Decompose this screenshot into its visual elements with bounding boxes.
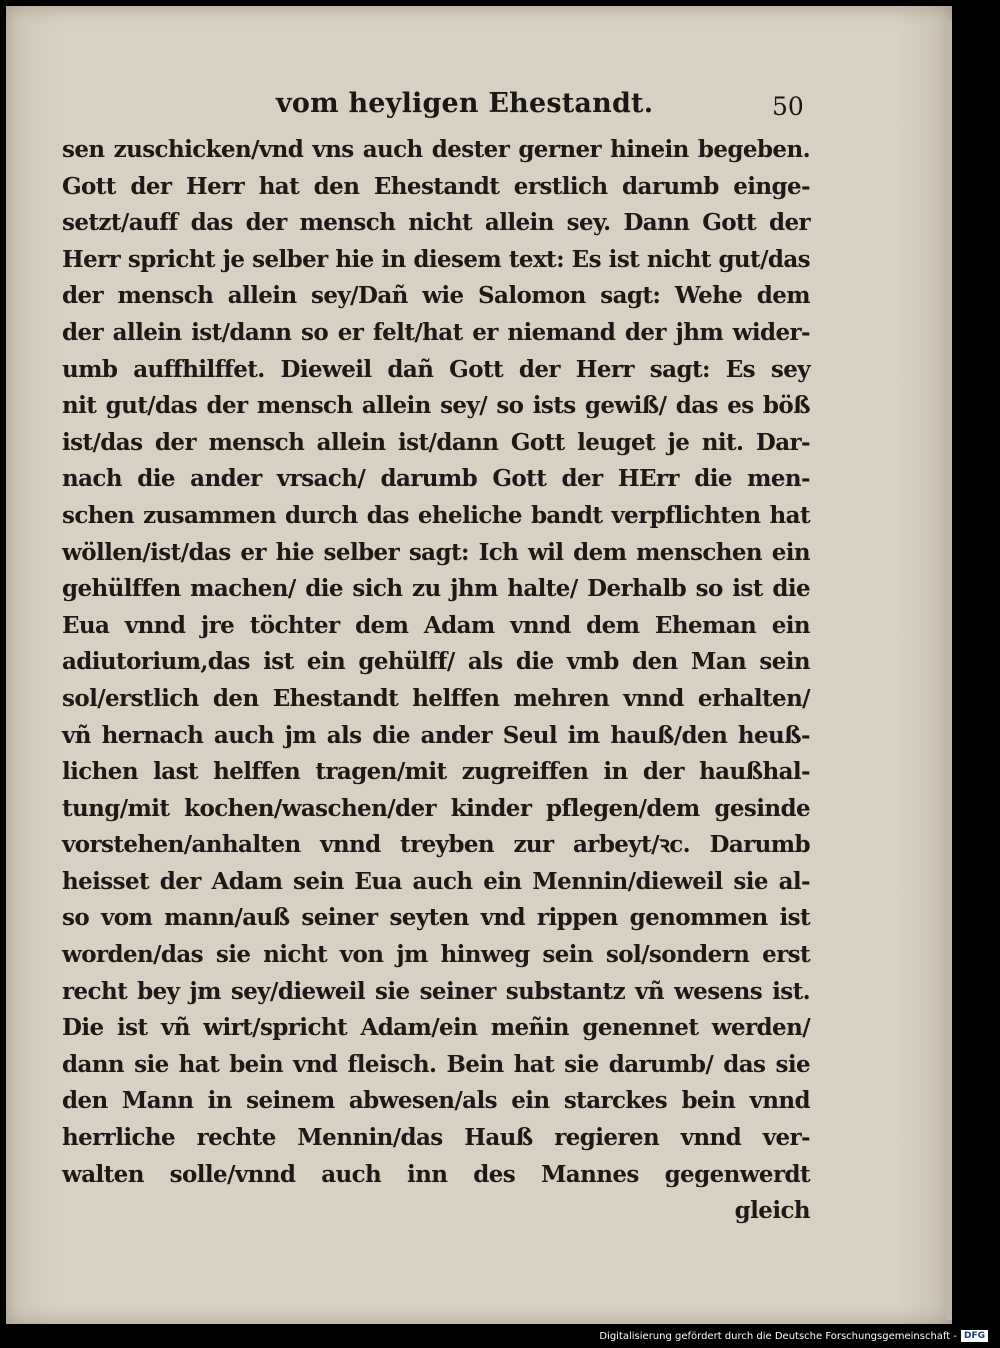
text-line: vorstehen/anhalten vnnd treyben zur arbeyt/ꝛc. Darumb: [62, 831, 810, 859]
text-line: schen zusammen durch das eheliche bandt verpflichten hat: [62, 501, 810, 529]
text-line: Die ist vñ wirt/spricht Adam/ein meñin genennet werden/: [62, 1014, 810, 1042]
text-line: worden/das sie nicht von jm hinweg sein sol/sondern erst: [62, 941, 810, 969]
text-line: umb auffhilffet. Dieweil dañ Gott der Herr sagt: Es sey: [62, 355, 810, 383]
text-line: Herr spricht je selber hie in diesem text: Es ist nicht gut/das: [62, 245, 810, 273]
text-line: der mensch allein sey/Dañ wie Salomon sagt: Wehe dem: [62, 282, 810, 310]
funding-credit: [599, 1328, 988, 1344]
text-line: so vom mann/auß seiner seyten vnd rippen genommen ist: [62, 904, 810, 932]
text-line: ist/das der mensch allein ist/dann Gott leuget je nit. Dar-: [62, 428, 810, 456]
running-head: vom heyligen Ehestandt.: [276, 88, 654, 119]
catchword: gleich: [734, 1197, 810, 1225]
credit-text: Digitalisierung gefördert durch die Deutsche Forschungsgemeinschaft -: [599, 1330, 957, 1342]
body-text: [62, 132, 810, 1230]
dfg-logo: DFG: [961, 1330, 988, 1342]
text-line: lichen last helffen tragen/mit zugreiffen in der haußhal-: [62, 758, 810, 786]
text-line: der allein ist/dann so er felt/hat er niemand der jhm wider-: [62, 318, 810, 346]
text-line: sol/erstlich den Ehestandt helffen mehren vnnd erhalten/: [62, 684, 810, 712]
text-line: recht bey jm sey/dieweil sie seiner substantz vñ wesens ist.: [62, 977, 810, 1005]
text-line: vñ hernach auch jm als die ander Seul im hauß/den heuß-: [62, 721, 810, 749]
text-line: nit gut/das der mensch allein sey/ so ists gewiß/ das es böß: [62, 392, 810, 420]
text-line: den Mann in seinem abwesen/als ein starckes bein vnnd: [62, 1087, 810, 1115]
text-line: Eua vnnd jre töchter dem Adam vnnd dem Eheman ein: [62, 611, 810, 639]
text-line: dann sie hat bein vnd fleisch. Bein hat sie darumb/ das sie: [62, 1050, 810, 1078]
text-line: adiutorium,das ist ein gehülff/ als die vmb den Man sein: [62, 648, 810, 676]
text-line: wöllen/ist/das er hie selber sagt: Ich wil dem menschen ein: [62, 538, 810, 566]
page-edge: [946, 20, 952, 1320]
text-line: setzt/auff das der mensch nicht allein sey. Dann Gott der: [62, 209, 810, 237]
text-line: nach die ander vrsach/ darumb Gott der HErr die men-: [62, 465, 810, 493]
text-line: sen zuschicken/vnd vns auch dester gerner hinein begeben.: [62, 136, 810, 163]
text-line: Gott der Herr hat den Ehestandt erstlich darumb einge-: [62, 172, 810, 200]
text-line: gehülffen machen/ die sich zu jhm halte/ Derhalb so ist die: [62, 575, 810, 603]
text-line: heisset der Adam sein Eua auch ein Mennin/dieweil sie al-: [62, 867, 810, 895]
text-line: walten solle/vnnd auch inn des Mannes gegenwerdt: [62, 1160, 810, 1188]
book-page: [6, 6, 952, 1324]
text-line: herrliche rechte Mennin/das Hauß regieren vnnd ver-: [62, 1124, 810, 1152]
page-number: 50: [772, 92, 804, 121]
text-line: tung/mit kochen/waschen/der kinder pflegen/dem gesinde: [62, 794, 810, 822]
